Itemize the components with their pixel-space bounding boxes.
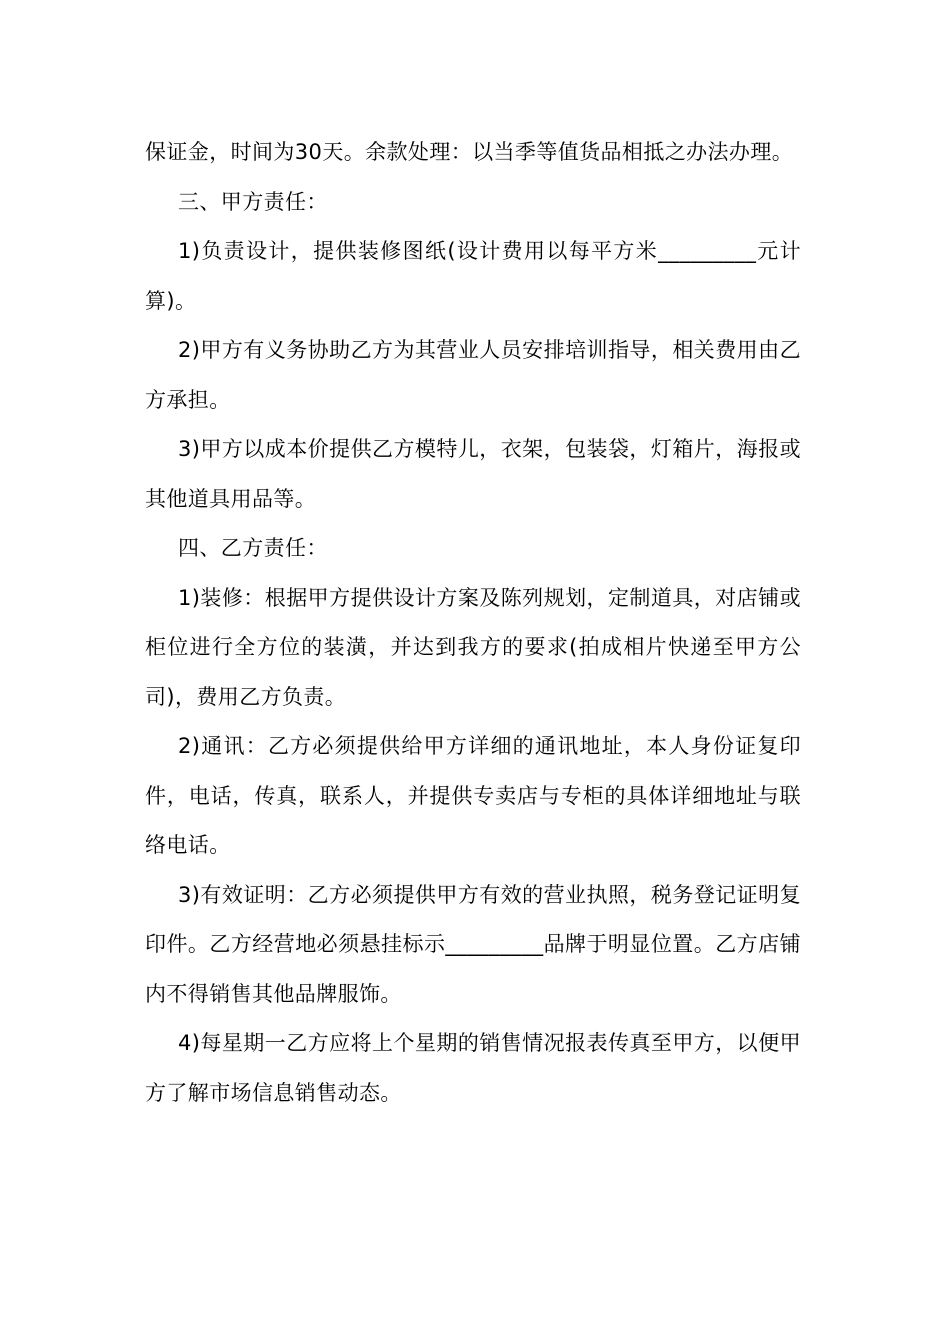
document-body <box>145 128 801 1118</box>
section-heading-party-b: 四、乙方责任： <box>178 536 328 560</box>
paragraph-party-a-training: 2)甲方有义务协助乙方为其营业人员安排培训指导，相关费用由乙方承担。 <box>145 338 801 412</box>
paragraph-deposit-terms: 保证金，时间为30天。余款处理：以当季等值货品相抵之办法办理。 <box>145 140 794 164</box>
paragraph-party-b-certificates: 3)有效证明：乙方必须提供甲方有效的营业执照，税务登记证明复印件。乙方经营地必须悬挂标示_________品牌于明显位置。乙方店铺内不得销售其他品牌服饰。 <box>145 882 801 1006</box>
paragraph-party-b-decoration: 1)装修：根据甲方提供设计方案及陈列规划，定制道具，对店铺或柜位进行全方位的装潢，并达到我方的要求(拍成相片快递至甲方公司)，费用乙方负责。 <box>145 585 801 709</box>
section-heading-party-a: 三、甲方责任： <box>178 189 328 214</box>
paragraph-party-a-props: 3)甲方以成本价提供乙方模特儿，衣架，包装袋，灯箱片，海报或其他道具用品等。 <box>145 437 801 511</box>
paragraph-party-a-design: 1)负责设计，提供装修图纸(设计费用以每平方米_________元计算)。 <box>145 239 801 313</box>
paragraph-party-b-weekly-report: 4)每星期一乙方应将上个星期的销售情况报表传真至甲方，以便甲方了解市场信息销售动态。 <box>145 1031 801 1105</box>
paragraph-party-b-communication: 2)通讯：乙方必须提供给甲方详细的通讯地址，本人身份证复印件，电话，传真，联系人，并提供专卖店与专柜的具体详细地址与联络电话。 <box>145 734 801 857</box>
